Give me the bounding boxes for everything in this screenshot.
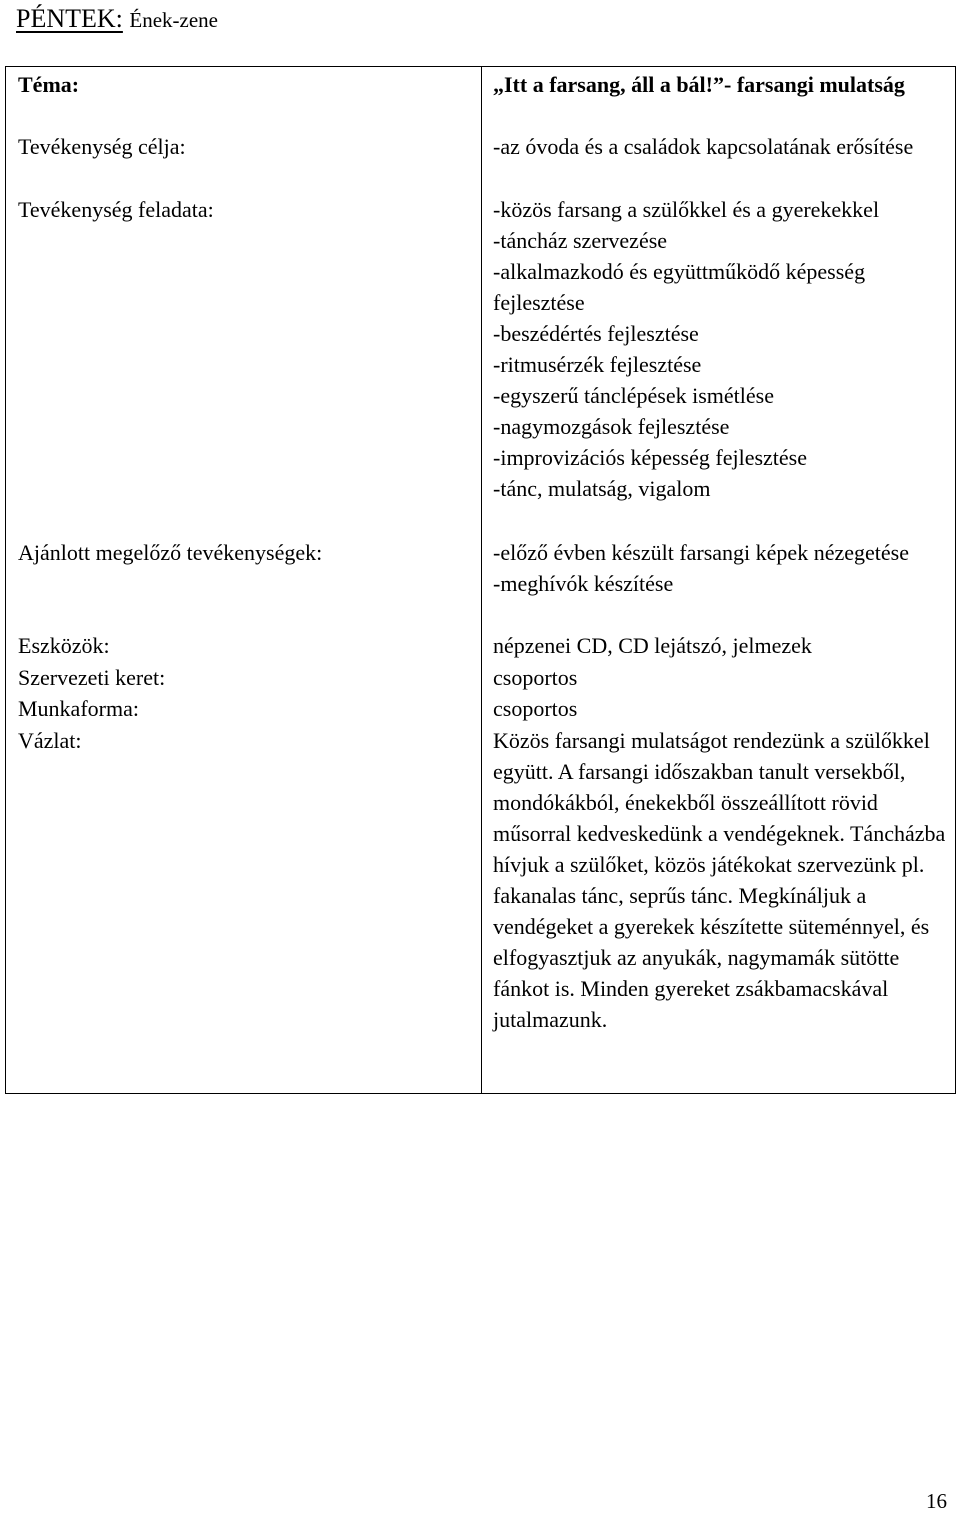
megelozo-value: -előző évben készült farsangi képek nézegetése -meghívók készítése <box>493 540 909 596</box>
tema-label: Téma: <box>18 72 80 97</box>
keret-value: csoportos <box>493 665 578 690</box>
vazlat-label: Vázlat: <box>18 728 82 753</box>
munkaforma-value: csoportos <box>493 696 578 721</box>
keret-label: Szervezeti keret: <box>18 665 166 690</box>
feladat-label: Tevékenység feladata: <box>18 197 214 222</box>
cel-label: Tevékenység célja: <box>18 134 186 159</box>
activity-plan-table <box>5 66 956 1094</box>
page-heading <box>16 2 218 37</box>
vazlat-value: Közös farsangi mulatságot rendezünk a szülőkkel együtt. A farsangi időszakban tanult versekből, mondókákból, énekekből összeállított rövid műsorral kedveskedünk a vendégeknek. Táncházba hívjuk a szülőket, közös játékokat szervezünk pl. fakanalas tánc, seprűs tánc. Megkínáljuk a vendégeket a gyerekek készítette süteménnyel, és elfogyasztjuk az anyukák, nagymamák sütötte fánkot is. Minden gyereket zsákbamacskával jutalmazunk. <box>493 728 946 1032</box>
munkaforma-label: Munkaforma: <box>18 696 139 721</box>
tema-value: „Itt a farsang, áll a bál!”- farsangi mulatság <box>493 72 905 97</box>
eszkozok-label: Eszközök: <box>18 633 110 658</box>
column-divider <box>481 67 482 1093</box>
feladat-value: -közös farsang a szülőkkel és a gyerekekkel -táncház szervezése -alkalmazkodó és együttműködő képesség fejlesztése -beszédértés fejlesztése -ritmusérzék fejlesztése -egyszerű tánclépések ismétlése -nagymozgások fejlesztése -improvizációs képesség fejlesztése -tánc, mulatság, vigalom <box>493 197 880 501</box>
day-title: PÉNTEK: <box>16 4 123 33</box>
page-number: 16 <box>926 1489 947 1513</box>
eszkozok-value: népzenei CD, CD lejátszó, jelmezek <box>493 633 812 658</box>
cel-value: -az óvoda és a családok kapcsolatának erősítése <box>493 134 914 159</box>
megelozo-label: Ajánlott megelőző tevékenységek: <box>18 540 323 565</box>
subject-title: Ének-zene <box>129 8 218 32</box>
